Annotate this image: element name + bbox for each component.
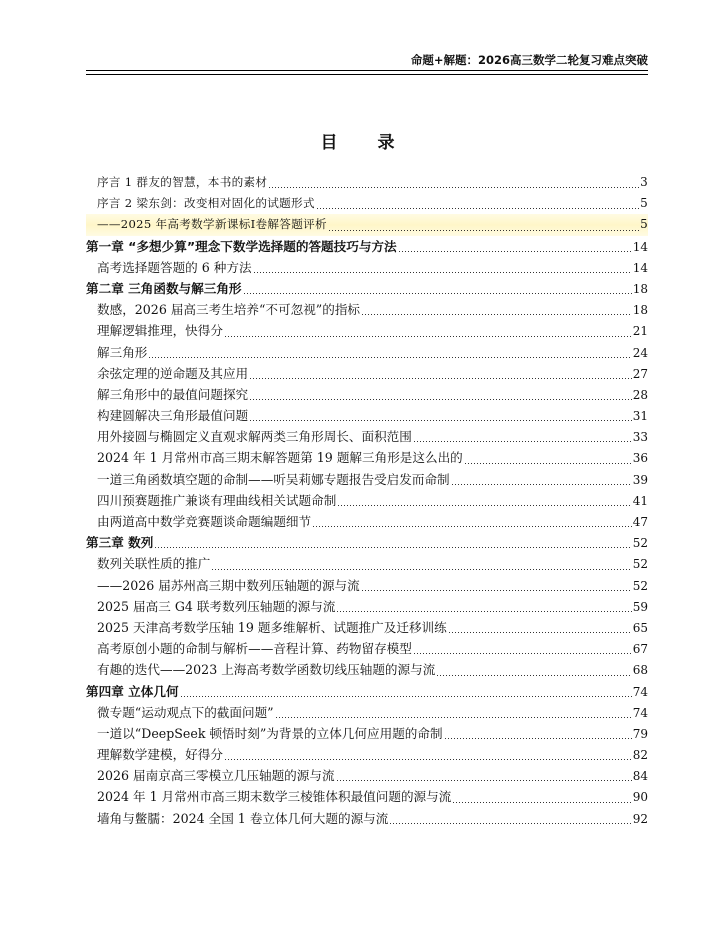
toc-entry-label: 高考原创小题的命制与解析——音程计算、药物留存模型	[97, 641, 412, 657]
toc-entry-label: 一道以“DeepSeek 顿悟时刻”为背景的立体几何应用题的命制	[97, 725, 443, 741]
toc-entry-label: 理解数学建模，好得分	[97, 747, 223, 763]
toc-page-number: 52	[632, 578, 648, 593]
toc-page-number: 59	[632, 599, 648, 614]
toc-page-number: 39	[632, 472, 648, 487]
table-of-contents	[86, 172, 648, 829]
toc-page-number: 21	[632, 324, 648, 339]
dot-leader	[328, 230, 639, 231]
toc-entry[interactable]	[86, 193, 648, 214]
toc-page-number: 84	[632, 769, 648, 784]
toc-page-number: 79	[632, 726, 648, 741]
dot-leader	[253, 272, 632, 273]
toc-entry[interactable]	[86, 702, 648, 723]
toc-entry-label: ——2025 年高考数学新课标Ⅰ卷解答题评析	[97, 217, 327, 232]
toc-entry[interactable]	[86, 638, 648, 659]
toc-entry[interactable]	[86, 405, 648, 426]
toc-entry[interactable]	[86, 596, 648, 617]
dot-leader	[154, 547, 631, 548]
toc-page-number: 52	[632, 557, 648, 572]
toc-page-number: 36	[632, 451, 648, 466]
toc-entry[interactable]	[86, 490, 648, 511]
dot-leader	[451, 484, 632, 485]
dot-leader	[336, 611, 631, 612]
toc-entry[interactable]	[86, 723, 648, 744]
dot-leader	[413, 653, 632, 654]
toc-title: 目录	[320, 133, 435, 153]
toc-entry[interactable]	[86, 469, 648, 490]
dot-leader	[148, 357, 631, 358]
dot-leader	[249, 399, 632, 400]
toc-page-number: 14	[632, 260, 648, 275]
toc-page-number: 52	[632, 536, 648, 551]
toc-page-number: 24	[632, 345, 648, 360]
toc-page-number: 33	[632, 430, 648, 445]
dot-leader	[224, 759, 632, 760]
dot-leader	[249, 420, 632, 421]
toc-entry[interactable]	[86, 744, 648, 765]
dot-leader	[249, 378, 632, 379]
toc-entry[interactable]	[86, 214, 648, 235]
dot-leader	[398, 251, 632, 252]
toc-entry-label: 构建圆解决三角形最值问题	[97, 408, 249, 424]
dot-leader	[211, 569, 631, 570]
toc-page-number: 68	[632, 663, 648, 678]
toc-page-number: 74	[632, 705, 648, 720]
toc-entry-label: 微专题“运动观点下的截面问题”	[97, 704, 274, 720]
toc-page-number: 14	[632, 239, 648, 254]
toc-chapter-entry[interactable]	[86, 278, 648, 299]
toc-page-number: 18	[632, 303, 648, 318]
toc-entry-label: 解三角形中的最值问题探究	[97, 386, 249, 402]
dot-leader	[444, 738, 632, 739]
dot-leader	[448, 632, 632, 633]
toc-page-number: 47	[632, 515, 648, 529]
dot-leader	[224, 336, 632, 337]
toc-entry-label: 墙角与鳖臑：2024 全国 1 卷立体几何大题的源与流	[97, 810, 389, 826]
running-header: 命题+解题：2026高三数学二轮复习难点突破	[410, 53, 648, 67]
toc-entry[interactable]	[86, 808, 648, 829]
toc-page-number: 5	[640, 196, 648, 211]
dot-leader	[275, 717, 632, 718]
toc-entry-label: 余弦定理的逆命题及其应用	[97, 365, 249, 381]
toc-entry-label: 第一章 “多想少算”理念下数学选择题的答题技巧与方法	[86, 238, 397, 254]
toc-page-number: 27	[632, 366, 648, 381]
dot-leader	[337, 505, 631, 506]
toc-entry[interactable]	[86, 320, 648, 341]
toc-chapter-entry[interactable]	[86, 532, 648, 553]
dot-leader	[316, 208, 639, 209]
toc-page-number: 31	[632, 409, 648, 424]
toc-page-number: 92	[632, 811, 648, 826]
dot-leader	[361, 314, 632, 315]
toc-entry-label: 由两道高中数学竞赛题谈命题编题细节	[97, 514, 312, 529]
dot-leader	[243, 293, 632, 294]
toc-page-number: 65	[632, 620, 648, 635]
toc-page-number: 67	[632, 642, 648, 657]
toc-page-number: 28	[632, 387, 648, 402]
toc-entry-label: 序言 2 梁东剑：改变相对固化的试题形式	[97, 196, 315, 211]
toc-entry[interactable]	[86, 511, 648, 532]
toc-page-number: 41	[632, 493, 648, 508]
toc-entry-label: 用外接圆与椭圆定义直观求解两类三角形周长、面积范围	[97, 429, 412, 445]
toc-entry-label: 有趣的迭代——2023 上海高考数学函数切线压轴题的源与流	[97, 662, 436, 678]
toc-page-number: 82	[632, 748, 648, 763]
toc-entry-label: 第二章 三角函数与解三角形	[86, 280, 242, 296]
toc-entry[interactable]	[86, 617, 648, 638]
toc-entry[interactable]	[86, 553, 648, 574]
toc-entry[interactable]	[86, 447, 648, 468]
toc-entry[interactable]	[86, 575, 648, 596]
toc-entry[interactable]	[86, 299, 648, 320]
toc-entry-label: 解三角形	[97, 344, 148, 360]
toc-entry-label: 第四章 立体几何	[86, 683, 179, 699]
toc-entry-label: 数感，2026 届高三考生培养“不可忽视”的指标	[97, 302, 361, 318]
toc-page-number: 5	[640, 217, 648, 232]
toc-entry[interactable]	[86, 786, 648, 807]
toc-page-number: 18	[632, 281, 648, 296]
toc-entry-label: 理解逻辑推理，快得分	[97, 323, 223, 339]
dot-leader	[413, 441, 632, 442]
toc-entry-label: 序言 1 群友的智慧，本书的素材	[97, 175, 268, 189]
toc-entry[interactable]	[86, 765, 648, 786]
dot-leader	[312, 526, 632, 527]
toc-entry[interactable]	[86, 363, 648, 384]
toc-entry-label: 一道三角函数填空题的命制——听吴莉娜专题报告受启发而命制	[97, 471, 450, 487]
toc-page-number: 90	[632, 790, 648, 805]
header-rule-thick	[86, 70, 648, 71]
toc-entry[interactable]	[86, 384, 648, 405]
toc-entry-label: ——2026 届苏州高三期中数列压轴题的源与流	[97, 577, 360, 593]
toc-entry-label: 高考选择题答题的 6 种方法	[97, 259, 252, 275]
toc-entry[interactable]	[86, 342, 648, 363]
toc-entry-label: 2025 天津高考数学压轴 19 题多维解析、试题推广及迁移训练	[97, 619, 447, 635]
toc-entry-label: 数列关联性质的推广	[97, 556, 211, 572]
dot-leader	[180, 696, 632, 697]
toc-chapter-entry[interactable]	[86, 681, 648, 702]
toc-entry-label: 四川预赛题推广兼谈有理曲线相关试题命制	[97, 492, 337, 508]
header-rule-thin	[86, 74, 648, 75]
toc-chapter-entry[interactable]	[86, 236, 648, 257]
toc-entry[interactable]	[86, 659, 648, 680]
toc-entry[interactable]	[86, 257, 648, 278]
toc-entry-label: 2025 届高三 G4 联考数列压轴题的源与流	[97, 598, 336, 614]
dot-leader	[436, 675, 631, 676]
dot-leader	[389, 823, 631, 824]
toc-entry-label: 2024 年 1 月常州市高三期末数学三棱锥体积最值问题的源与流	[97, 789, 452, 805]
toc-entry-label: 第三章 数列	[86, 535, 154, 551]
dot-leader	[336, 780, 632, 781]
dot-leader	[464, 463, 632, 464]
dot-leader	[452, 802, 631, 803]
toc-entry[interactable]	[86, 172, 648, 193]
toc-page-number: 3	[640, 175, 648, 189]
toc-entry[interactable]	[86, 426, 648, 447]
dot-leader	[268, 187, 639, 188]
toc-entry-label: 2024 年 1 月常州市高三期末解答题第 19 题解三角形是这么出的	[97, 450, 463, 466]
dot-leader	[361, 590, 632, 591]
toc-page-number: 74	[632, 684, 648, 699]
toc-entry-label: 2026 届南京高三零模立几压轴题的源与流	[97, 768, 335, 784]
